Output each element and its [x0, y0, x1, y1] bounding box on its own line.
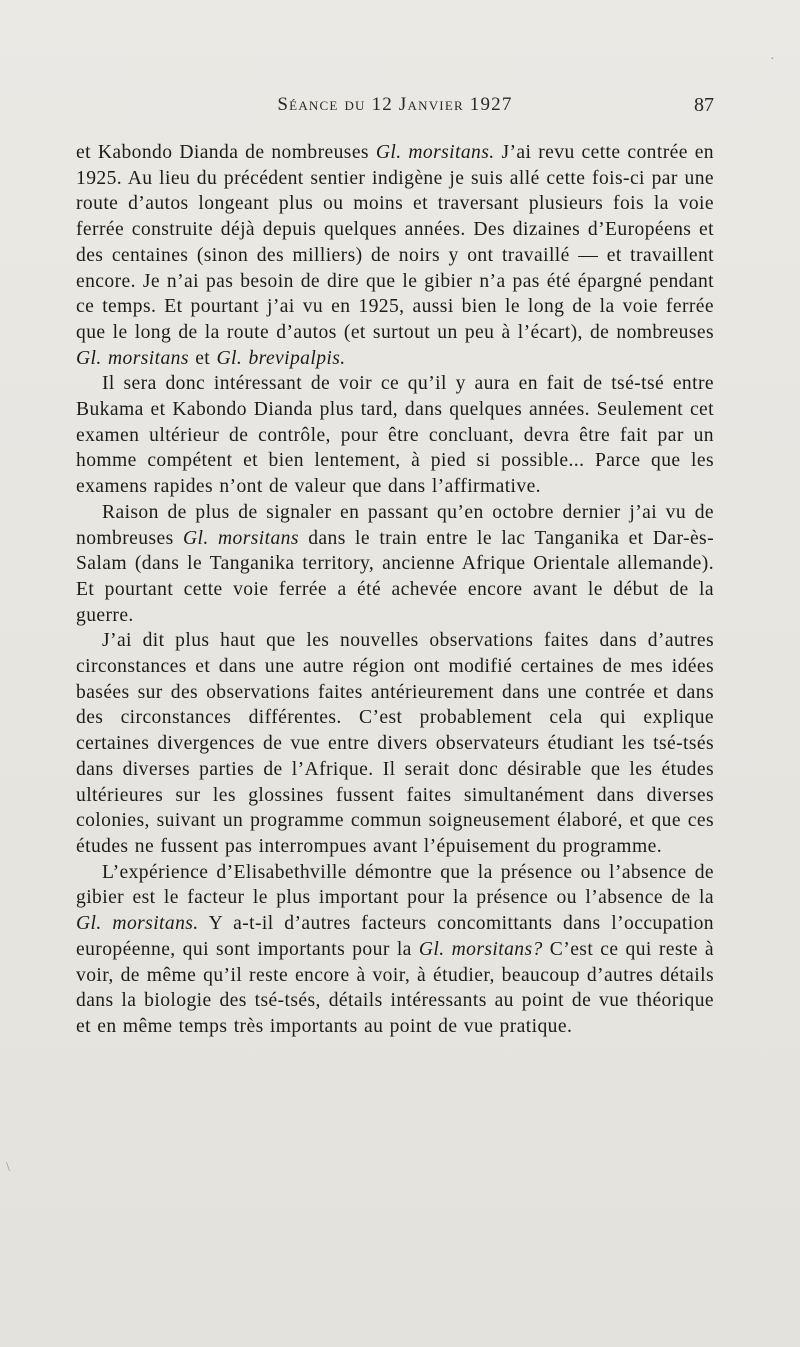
- running-head: [76, 94, 714, 120]
- italic-taxon-name: Gl. morsitans.: [375, 142, 495, 163]
- speck: ·: [770, 52, 775, 67]
- italic-taxon-name: Gl. morsitans: [182, 527, 299, 549]
- body-text: [76, 140, 714, 1040]
- paragraph: [76, 140, 714, 371]
- paragraph: [76, 628, 714, 859]
- paragraph: [76, 371, 714, 500]
- page-number: 87: [694, 94, 714, 116]
- speck: \: [6, 1160, 10, 1175]
- paragraph: [76, 500, 714, 629]
- text-run: dans le train entre le lac Tanganika et Dar-ès-Salam (dans le Tanganika territory, ancienne Afrique Orientale allemande). Et pourtant cette voie ferrée a été achevée encore avant le début de la guerre.: [76, 527, 714, 626]
- italic-taxon-name: Gl. brevipalpis.: [216, 347, 346, 369]
- text-run: J’ai dit plus haut que les nouvelles observations faites dans d’autres circonstances et dans une autre région ont modifié certaines de mes idées basées sur des observations faites antérieurement dans une contrée et dans des circonstances différentes. C’est probablement cela qui explique certaines divergences de vue entre divers observateurs étudiant les tsé-tsés dans diverses parties de l’Afrique. Il serait donc désirable que les études ultérieures sur les glossines fussent faites simultanément dans diverses colonies, suivant un programme commun soigneusement élaboré, et que ces études ne fussent pas interrompues avant l’épuisement du programme.: [76, 630, 714, 857]
- text-run: J’ai revu cette contrée en 1925. Au lieu du précédent sentier indigène je suis allé cette fois-ci par une route d’autos longeant plus ou moins et traversant plusieurs fois la voie ferrée construite déjà depuis quelques années. Des dizaines d’Européens et des centaines (sinon des milliers) de noirs y ont travaillé — et travaillent encore. Je n’ai pas besoin de dire que le gibier n’a pas été épargné pendant ce temps. Et pourtant j’ai vu en 1925, aussi bien le long de la voie ferrée que le long de la route d’autos (et surtout un peu à l’écart), de nombreuses: [76, 142, 714, 343]
- text-run: L’expérience d’Elisabethville démontre que la présence ou l’absence de gibier est le facteur le plus important pour la présence ou l’absence de la: [76, 861, 714, 909]
- text-run: C’est ce qui reste à voir, de même qu’il reste encore à voir, à étudier, beaucoup d’autres détails dans la biologie des tsé-tsés, détails intéressants au point de vue théorique et en même temps très importants au point de vue pratique.: [76, 938, 714, 1037]
- paragraph: [76, 860, 714, 1040]
- italic-taxon-name: Gl. morsitans.: [76, 913, 199, 935]
- italic-taxon-name: Gl. morsitans: [76, 347, 189, 369]
- italic-taxon-name: Gl. morsitans?: [418, 938, 543, 960]
- text-run: et Kabondo Dianda de nombreuses: [76, 142, 376, 163]
- running-title: Séance du 12 Janvier 1927: [277, 94, 513, 115]
- text-run: Il sera donc intéressant de voir ce qu’il y aura en fait de tsé-tsé entre Bukama et Kabondo Dianda plus tard, dans quelques années. Seulement cet examen ultérieur de contrôle, pour être concluant, devra être fait par un homme compétent et bien lentement, à pied si possible... Parce que les examens rapides n’ont de valeur que dans l’affirmative.: [76, 373, 714, 498]
- text-run: Y a-t-il d’autres facteurs concomittants dans l’occupation européenne, qui sont importants pour la: [76, 913, 714, 960]
- text-run: Raison de plus de signaler en passant qu’en octobre dernier j’ai vu de nombreuses: [76, 501, 714, 549]
- text-run: et: [188, 347, 217, 369]
